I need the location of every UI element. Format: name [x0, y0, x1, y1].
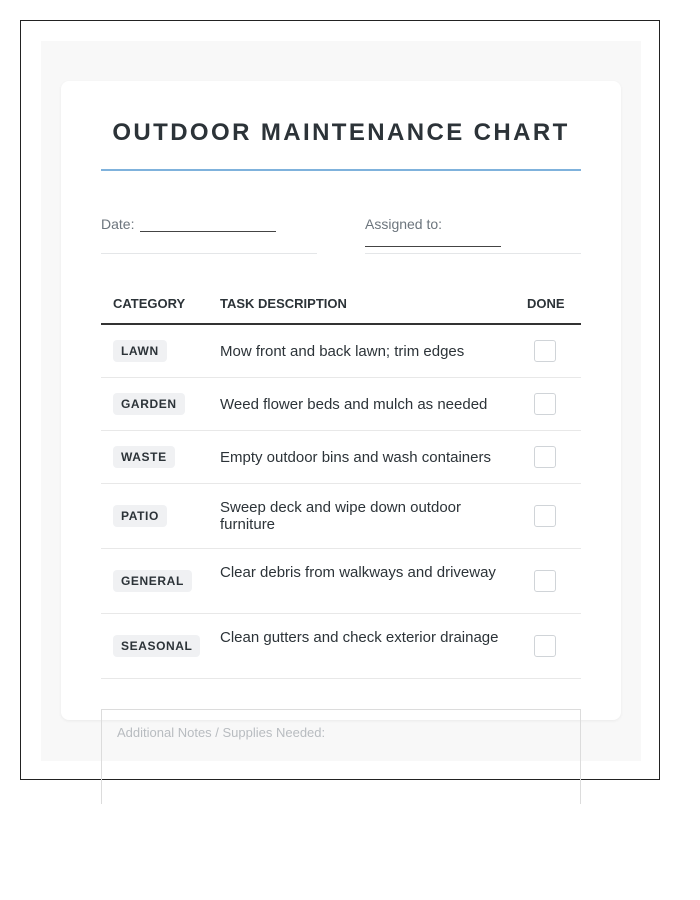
date-label: Date:	[101, 216, 135, 232]
done-checkbox[interactable]	[534, 505, 556, 527]
category-tag: PATIO	[113, 505, 167, 527]
notes-label: Additional Notes / Supplies Needed:	[117, 725, 326, 740]
category-tag: GENERAL	[113, 570, 192, 592]
assigned-field-underline	[365, 253, 581, 254]
table-row	[101, 378, 581, 431]
column-header-category: CATEGORY	[113, 296, 186, 311]
task-description: Weed flower beds and mulch as needed	[220, 396, 488, 413]
done-checkbox[interactable]	[534, 393, 556, 415]
done-checkbox[interactable]	[534, 340, 556, 362]
category-tag: GARDEN	[113, 393, 185, 415]
task-description: Clear debris from walkways and driveway	[220, 564, 496, 581]
table-row	[101, 549, 581, 614]
done-checkbox[interactable]	[534, 635, 556, 657]
date-input-line[interactable]	[140, 231, 276, 232]
done-checkbox[interactable]	[534, 570, 556, 592]
task-description: Empty outdoor bins and wash containers	[220, 449, 491, 466]
category-tag: SEASONAL	[113, 635, 200, 657]
column-header-done: DONE	[527, 296, 565, 311]
column-header-task: TASK DESCRIPTION	[220, 296, 347, 311]
date-field-underline	[101, 253, 317, 254]
table-row	[101, 484, 581, 549]
table-row	[101, 325, 581, 378]
chart-title: OUTDOOR MAINTENANCE CHART	[112, 119, 570, 146]
category-tag: WASTE	[113, 446, 175, 468]
assigned-input-line[interactable]	[365, 246, 501, 247]
table-row	[101, 614, 581, 679]
done-checkbox[interactable]	[534, 446, 556, 468]
task-description: Sweep deck and wipe down outdoor furniture	[220, 499, 461, 533]
assigned-label: Assigned to:	[365, 216, 443, 232]
task-description: Mow front and back lawn; trim edges	[220, 343, 465, 360]
title-divider	[101, 169, 581, 171]
table-row	[101, 431, 581, 484]
notes-box[interactable]	[101, 709, 581, 804]
category-tag: LAWN	[113, 340, 167, 362]
task-description: Clean gutters and check exterior drainage	[220, 629, 499, 646]
